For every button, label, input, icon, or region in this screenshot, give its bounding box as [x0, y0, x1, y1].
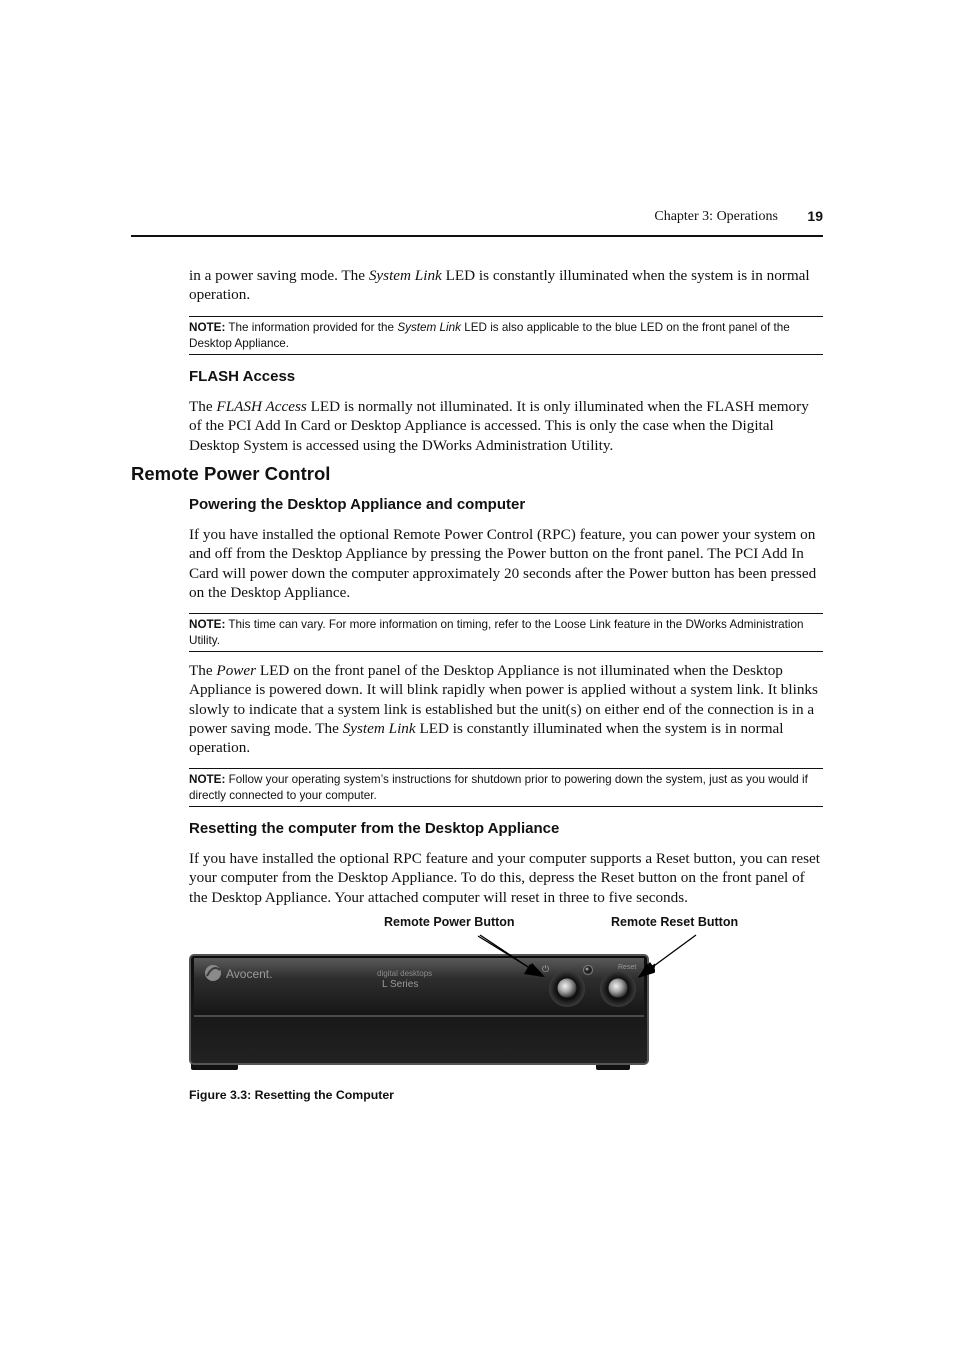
power-arrow-overlay	[477, 932, 549, 982]
page-number: 19	[807, 208, 823, 224]
figure-caption: Figure 3.3: Resetting the Computer	[189, 1088, 394, 1102]
flash-italic: FLASH Access	[216, 398, 307, 415]
avocent-logo-icon	[205, 965, 221, 981]
label-remote-reset-button: Remote Reset Button	[611, 915, 739, 929]
para-text: The	[189, 662, 217, 679]
resetting-paragraph: If you have installed the optional RPC feature and your computer supports a Reset button, you can reset your computer from the Desktop Appliance. To do this, depress the Reset button on the front panel of the Desktop Appliance. Your attached computer will reset in three to five seconds.	[189, 850, 820, 906]
chapter-title: Chapter 3: Operations	[654, 209, 778, 224]
note-text: The information provided for the	[225, 321, 398, 334]
para-italic: System Link	[342, 719, 416, 737]
note-italic: System Link	[397, 321, 461, 334]
note-text: Follow your operating system’s instructions for shutdown prior to powering down the system, just as you would if directly connected to your computer.	[189, 773, 808, 802]
power-led-paragraph	[189, 661, 823, 757]
para-italic: Power	[216, 662, 257, 679]
intro-text: in a power saving mode. The	[189, 267, 369, 284]
intro-italic: System Link	[368, 267, 442, 284]
product-line-1: digital desktops	[377, 969, 433, 978]
flash-text: The	[189, 398, 217, 415]
note-timing	[189, 613, 823, 652]
note-label: NOTE:	[189, 773, 226, 786]
para-text: LED on the front panel of the Desktop Appliance is not illuminated when the Desktop Appliance is powered down. It will blink rapidly when power is applied without a system link. It blinks slowly to indicate that a system link is established but the unit(s) on either end of the connection is in a power saving mode. The	[189, 662, 818, 737]
flash-paragraph	[189, 397, 823, 455]
flash-text-end: LED is normally not illuminated. It is only illuminated when the FLASH memory of the PCI Add In Card or Desktop Appliance is accessed. This is only the case when the Digital Desktop System is accessed using the DWorks Administration Utility.	[189, 398, 809, 454]
remote-power-button[interactable]	[549, 971, 585, 1007]
desktop-appliance-figure	[185, 928, 655, 1073]
note-text-end: LED is also applicable to the blue LED on the front panel of the Desktop Appliance.	[189, 321, 790, 350]
label-remote-power-button: Remote Power Button	[384, 915, 515, 929]
intro-text-end: LED is constantly illuminated when the system is in normal operation.	[189, 267, 810, 304]
note-shutdown	[189, 768, 823, 807]
brand-text: Avocent.	[226, 967, 273, 981]
note-text: This time can vary. For more information on timing, refer to the Loose Link feature in the DWorks Administration Utility.	[189, 618, 804, 647]
power-symbol-icon: ⏻	[542, 965, 550, 975]
note-label: NOTE:	[189, 618, 226, 631]
page-header	[131, 205, 823, 237]
powering-paragraph: If you have installed the optional Remote Power Control (RPC) feature, you can power your system on and off from the Desktop Appliance by pressing the Power button on the front panel. The PCI Add In Card will power down the computer approximately 20 seconds after the Power button has been pressed on the Desktop Appliance.	[189, 526, 817, 601]
heading-powering: Powering the Desktop Appliance and computer	[189, 496, 526, 513]
product-line-2: L Series	[382, 979, 419, 990]
reset-arrow-overlay	[630, 932, 702, 982]
note-label: NOTE:	[189, 321, 226, 334]
intro-paragraph	[189, 266, 823, 305]
heading-resetting: Resetting the computer from the Desktop Appliance	[189, 820, 560, 837]
para-text: LED is constantly illuminated when the system is in normal operation.	[189, 719, 784, 757]
note-system-link	[189, 316, 823, 355]
heading-remote-power-control: Remote Power Control	[131, 463, 331, 484]
heading-flash-access: FLASH Access	[189, 368, 296, 385]
reset-label: Reset	[618, 964, 637, 971]
